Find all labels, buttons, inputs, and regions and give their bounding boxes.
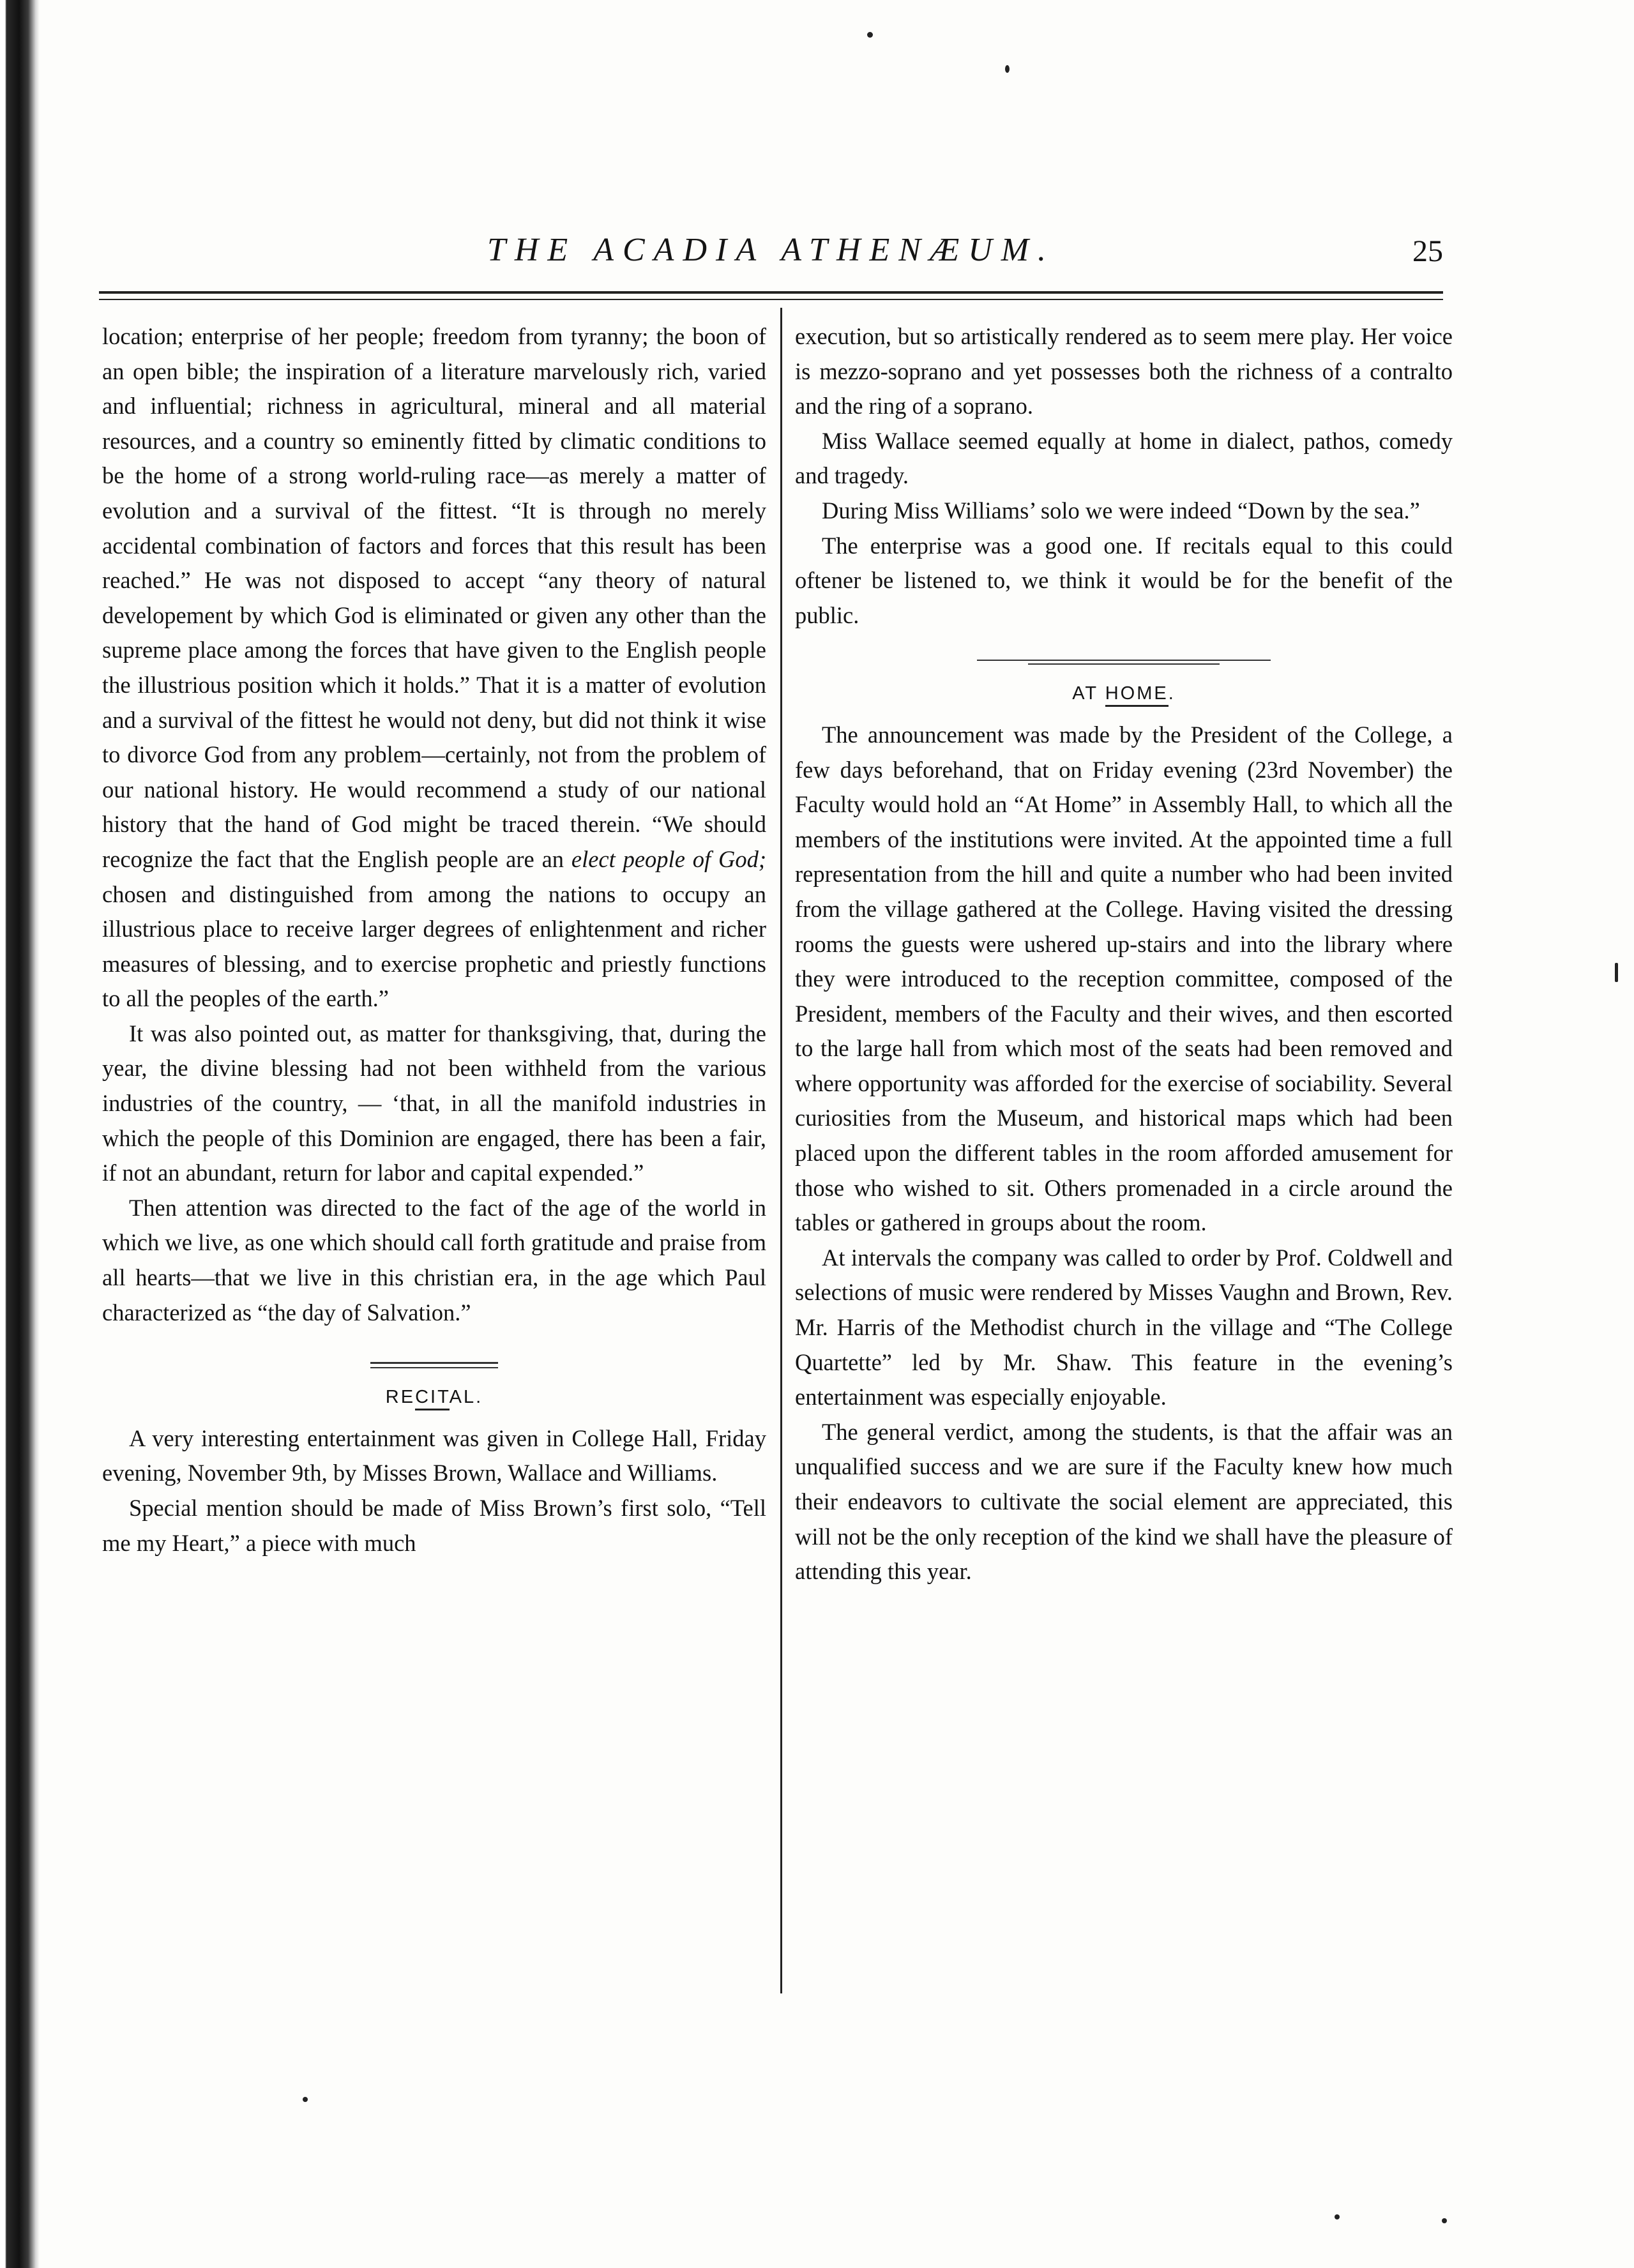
print-speck [303,2097,308,2102]
print-speck [1005,65,1010,73]
body-paragraph: The announcement was made by the President of the College, a few days beforehand, that on Friday evening (23rd November) the Faculty would hold an “At Home” in Assembly Hall, to which all the members of the institutions were invited. At the appointed time a full representation from the hill and quite a number who had been invited from the village gathered at the College. Having visited the dressing rooms the guests were ushered up-stairs and into the library where they were introduced to the reception committee, composed of the President, members of the Faculty and their wives, and then escorted to the large hall from which most of the seats had been removed and where opportunity was afforded for the exercise of sociability. Several curiosities from the Museum, and historical maps which had been placed upon the different tables in the room afforded amusement for those who wished to sit. Others promenaded in a circle around the tables or gathered in groups about the room. [795,721,1453,1236]
left-column [102,319,766,1561]
running-header [99,231,1443,276]
body-paragraph: The enterprise was a good one. If recitals equal to this could oftener be listened to, we think it would be for the benefit of the public. [795,532,1453,628]
italic-emphasis: elect people of God; [571,845,766,872]
body-paragraph: Then attention was directed to the fact of the age of the world in which we live, as one which should call forth gratitude and praise from all hearts—that we live in this christian era, in the age which Paul characterized as “the day of Salvation.” [102,1194,766,1326]
header-rule-thin [99,299,1443,300]
header-rule-thick [99,291,1443,294]
print-speck [1442,2218,1447,2223]
body-paragraph: At intervals the company was called to order by Prof. Coldwell and selections of music were rendered by Misses Vaughn and Brown, Rev. Mr. Harris of the Methodist church in the village and “The College Quartette” led by Mr. Shaw. This feature in the evening’s entertainment was especially enjoyable. [795,1244,1453,1410]
column-divider [780,308,782,1993]
print-speck [1335,2214,1340,2219]
body-paragraph: Miss Wallace seemed equally at home in dialect, pathos, comedy and tragedy. [795,427,1453,489]
recital-heading: RECITAL. [102,1380,766,1415]
body-paragraph: It was also pointed out, as matter for thanksgiving, that, during the year, the divine blessing had not been withheld from the various industries of the country, — ‘that, in all the manifold industries in which the people of this Dominion are engaged, there has been a fair, if not an abundant, return for labor and capital expended.” [102,1020,766,1186]
section-ornament [102,1362,766,1371]
body-paragraph: The general verdict, among the students, is that the affair was an unqualified success and we are sure if the Faculty knew how much their endeavors to cultivate the social element are appreciated, this will not be the only reception of the kind we shall have the pleasure of attending this year. [795,1418,1453,1585]
page-number: 25 [1412,234,1443,268]
page-binding-edge [0,0,40,2268]
print-speck [867,32,873,38]
at-home-heading: AT HOME. [795,676,1453,711]
body-paragraph: A very interesting entertainment was given in College Hall, Friday evening, November 9th, by Misses Brown, Wallace and Williams. [102,1425,766,1486]
right-column [795,319,1453,1589]
body-paragraph: During Miss Williams’ solo we were indeed “Down by the sea.” [822,497,1420,524]
section-ornament [795,658,1453,667]
body-paragraph: Special mention should be made of Miss Brown’s first solo, “Tell me my Heart,” a piece with much [102,1495,766,1556]
body-paragraph: location; enterprise of her people; freedom from tyranny; the boon of an open bible; the inspiration of a literature marvelously rich, varied and influential; richness in agricultural, mineral and all material resources, and a country so eminently fitted by climatic conditions to be the home of a strong world-ruling race—as merely a matter of evolution and a survival of the fittest. “It is through no merely accidental combination of factors and forces that this result has been reached.” He was not disposed to accept “any theory of natural developement by which God is eliminated or given any other than the supreme place among the forces that have given to the English people the illustrious position which it holds.” That it is a matter of evolution and a survival of the fittest he would not deny, but did not think it wise to divorce God from any problem—certainly, not from the problem of our national history. He would recommend a study of our national history that the hand of God might be traced therein. “We should recognize the fact that the English people are an elect people of God; chosen and distinguished from among the nations to occupy an illustrious place to receive larger degrees of enlightenment and richer measures of blessing, and to exercise prophetic and priestly functions to all the peoples of the earth.” [102,323,766,1012]
journal-title: THE ACADIA ATHENÆUM. [487,232,1055,268]
body-paragraph: execution, but so artistically rendered as to seem mere play. Her voice is mezzo-soprano and yet possesses both the richness of a contralto and the ring of a soprano. [795,323,1453,420]
print-speck [1615,963,1618,982]
